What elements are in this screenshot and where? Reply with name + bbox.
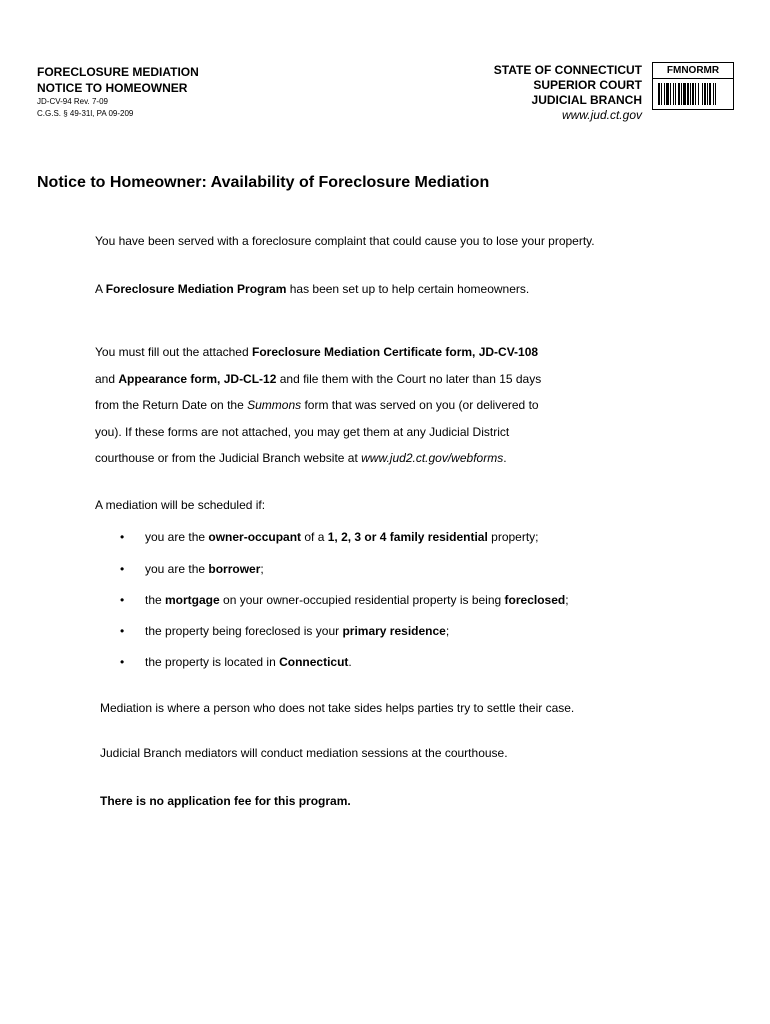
bullet-marker: • [120,593,125,607]
bullet-marker: • [120,655,125,669]
bullet-marker: • [120,530,125,544]
served-paragraph: You have been served with a foreclosure complaint that could cause you to lose your property. [95,234,595,248]
webforms-link[interactable]: www.jud2.ct.gov/webforms [361,451,504,465]
scheduled-intro: A mediation will be scheduled if: [95,498,266,512]
barcode-icon [658,83,728,105]
list-item: the mortgage on your owner-occupied residential property is being foreclosed; [145,593,569,607]
list-item: you are the borrower; [145,562,264,576]
court-block [494,63,642,123]
mediators-note: Judicial Branch mediators will conduct mediation sessions at the courthouse. [100,746,508,760]
statute-reference: C.G.S. § 49-31l, PA 09-209 [37,109,134,118]
form-code-box [652,62,734,110]
summons-ref: Summons [247,398,302,412]
form-title-block [37,64,199,120]
list-item: the property being foreclosed is your primary residence; [145,624,450,638]
form-number: JD-CV-94 Rev. 7-09 [37,97,108,106]
branch-name: JUDICIAL BRANCH [531,93,642,107]
certificate-form-ref: Foreclosure Mediation Certificate form, JD-CV-108 [252,345,539,359]
court-name: SUPERIOR COURT [533,78,642,92]
program-name: Foreclosure Mediation Program [105,282,287,296]
form-title-line2: NOTICE TO HOMEOWNER [37,81,188,95]
page-title: Notice to Homeowner: Availability of Foreclosure Mediation [37,174,490,191]
form-title-line1: FORECLOSURE MEDIATION [37,65,199,79]
bullet-marker: • [120,562,125,576]
mediation-definition: Mediation is where a person who does not take sides helps parties try to settle their case. [100,701,575,715]
instructions-paragraph: You must fill out the attached Foreclosure Mediation Certificate form, JD-CV-108 and Appearance form, JD-CL-12 and file them with the Court no later than 15 days from the Return Date on the Summons form that was served on you (or delivered to you). If these forms are not attached, you may get them at any Judicial District courthouse or from the Judicial Branch website at www.jud2.ct.gov/webforms. [95,345,542,465]
form-code: FMNORMR [653,63,733,79]
program-paragraph: A Foreclosure Mediation Program has been set up to help certain homeowners. [95,282,530,296]
bullet-marker: • [120,624,125,638]
state-name: STATE OF CONNECTICUT [493,63,642,77]
list-item: you are the owner-occupant of a 1, 2, 3 or 4 family residential property; [145,530,539,544]
list-item: the property is located in Connecticut. [145,655,352,669]
appearance-form-ref: Appearance form, JD-CL-12 [118,371,277,386]
website-link[interactable]: www.jud.ct.gov [561,108,642,122]
no-fee-notice: There is no application fee for this program. [100,794,351,808]
